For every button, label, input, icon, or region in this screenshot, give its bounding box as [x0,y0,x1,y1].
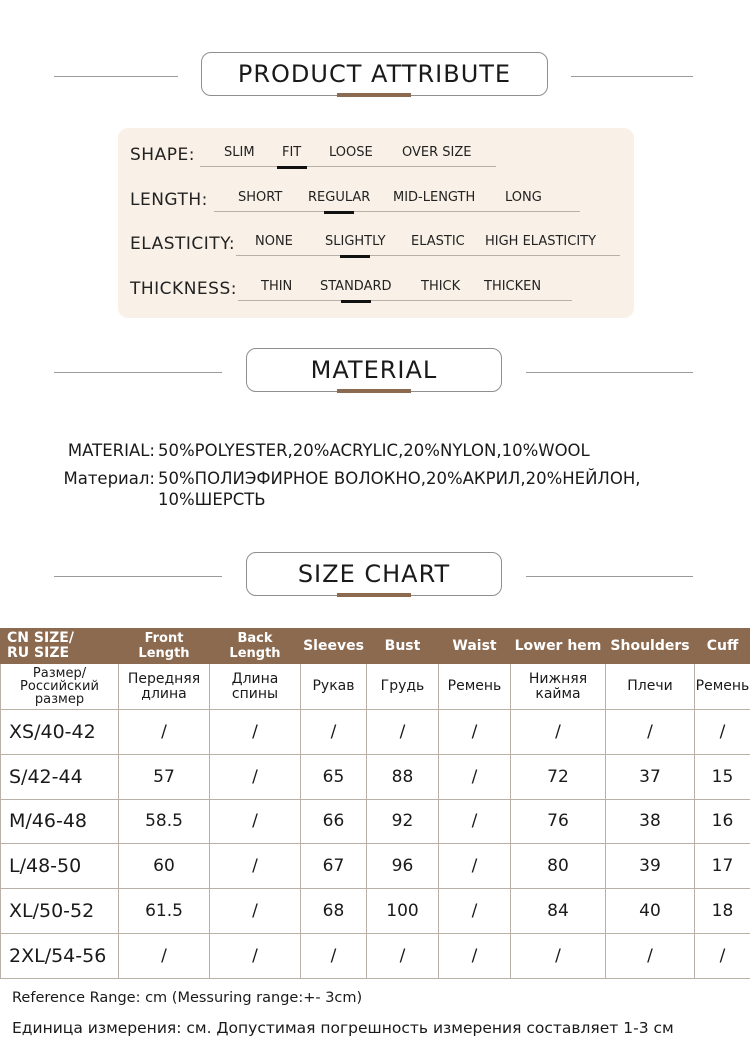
table-row [1,754,750,799]
header-rule-right [526,576,693,577]
header-rule-left [54,372,222,373]
header-accent-bar [337,593,411,597]
measurement-cell: 66 [301,799,367,844]
measurement-cell: 80 [511,844,606,889]
attr-label-length: LENGTH: [130,190,208,210]
col-header-ru-line: длина [141,685,187,702]
attr-label-thickness: THICKNESS: [130,279,237,299]
header-accent-bar [337,389,411,393]
size-header-line2: RU SIZE [7,645,70,661]
attr-option: LONG [505,190,542,205]
size-chart-title: SIZE CHART [246,552,502,596]
attr-underline [238,300,572,301]
measurement-cell: / [695,933,750,978]
attr-option-selected: SLIGHTLY [325,234,386,249]
size-header-ru-line3: размер [34,692,85,707]
col-header-back-length: Back Length [210,629,301,664]
size-header-line1: CN SIZE/ [7,630,74,646]
measurement-cell: / [210,710,301,755]
measurement-cell: / [439,933,511,978]
measurement-cell: 17 [695,844,750,889]
size-cell: 2XL/54-56 [1,933,119,978]
attr-option: THICK [421,279,461,294]
col-header-cuff: Cuff [695,629,750,664]
measurement-cell: 100 [367,889,439,934]
reference-range-ru: Единица измерения: см. Допустимая погрешность измерения составляет 1-3 см [12,1019,674,1037]
attr-underline [200,166,496,167]
table-row [1,889,750,934]
attr-option: THIN [261,279,293,294]
measurement-cell: 15 [695,754,750,799]
col-header-ru-line: Передняя [127,670,201,687]
measurement-cell: / [439,710,511,755]
col-header-front-length: Front Length [119,629,210,664]
measurement-cell: 92 [367,799,439,844]
measurement-cell: / [511,710,606,755]
size-cell: L/48-50 [1,844,119,889]
measurement-cell: / [367,933,439,978]
attr-label-shape: SHAPE: [130,145,195,165]
measurement-cell: 57 [119,754,210,799]
size-col-header [1,629,119,664]
measurement-cell: 96 [367,844,439,889]
col-header-ru: Ремень [439,664,511,710]
attr-row-shape [118,141,634,171]
material-en-value: 50%POLYESTER,20%ACRYLIC,20%NYLON,10%WOOL [158,441,590,460]
size-header-ru-line1: Размер/ [32,666,87,681]
size-cell: S/42-44 [1,754,119,799]
col-header-ru [119,664,210,710]
attr-option: OVER SIZE [402,145,472,160]
measurement-cell: 65 [301,754,367,799]
header-rule-right [526,372,693,373]
measurement-cell: / [439,799,511,844]
measurement-cell: / [511,933,606,978]
measurement-cell: 38 [606,799,695,844]
col-header-ru [511,664,606,710]
measurement-cell: / [210,754,301,799]
attribute-panel [118,128,634,318]
attr-option: SLIM [224,145,255,160]
measurement-cell: / [301,710,367,755]
col-header-shoulders: Shoulders [606,629,695,664]
size-cell: M/46-48 [1,799,119,844]
attr-option: THICKEN [484,279,542,294]
measurement-cell: 60 [119,844,210,889]
material-ru-cont [158,490,266,509]
measurement-cell: 58.5 [119,799,210,844]
measurement-cell: 39 [606,844,695,889]
col-header-ru-line: спины [231,685,279,702]
measurement-cell: 88 [367,754,439,799]
table-row [1,710,750,755]
measurement-cell: 18 [695,889,750,934]
measurement-cell: / [439,844,511,889]
table-row [1,933,750,978]
measurement-cell: / [210,933,301,978]
attr-label-elasticity: ELASTICITY: [130,234,236,254]
measurement-cell: / [439,754,511,799]
col-header-ru: Ремень [695,664,750,710]
measurement-cell: 40 [606,889,695,934]
measurement-cell: 67 [301,844,367,889]
attr-row-elasticity [118,230,634,260]
size-header-ru-line2: Российский [20,679,99,694]
measurement-cell: 76 [511,799,606,844]
attr-option: SHORT [238,190,283,205]
material-title: MATERIAL [246,348,502,392]
table-header-ru [1,664,750,710]
measurement-cell: / [119,933,210,978]
material-ru-value-line2: 10%ШЕРСТЬ [158,490,266,509]
measurement-cell: / [695,710,750,755]
attr-underline [236,255,620,256]
attr-option: HIGH ELASTICITY [485,234,597,249]
attr-option-selected: REGULAR [308,190,371,205]
col-header-ru [210,664,301,710]
size-chart-header [0,552,750,602]
header-accent-bar [337,93,411,97]
measurement-cell: / [606,710,695,755]
table-row [1,799,750,844]
material-ru-value-line1: 50%ПОЛИЭФИРНОЕ ВОЛОКНО,20%АКРИЛ,20%НЕЙЛОН, [158,469,641,488]
attr-option: MID-LENGTH [393,190,476,205]
attr-option: LOOSE [329,145,373,160]
col-header-lower-hem: Lower hem [511,629,606,664]
measurement-cell: 61.5 [119,889,210,934]
measurement-cell: 72 [511,754,606,799]
measurement-cell: 37 [606,754,695,799]
material-en-label: MATERIAL: [67,441,155,460]
size-table [0,628,750,979]
measurement-cell: / [210,889,301,934]
table-header-en [1,629,750,664]
col-header-bust: Bust [367,629,439,664]
attr-option-selected: FIT [282,145,302,160]
measurement-cell: 84 [511,889,606,934]
table-row [1,844,750,889]
measurement-cell: / [367,710,439,755]
material-header [0,348,750,398]
measurement-cell: / [210,799,301,844]
reference-range-en: Reference Range: cm (Messuring range:+- 3cm) [12,990,363,1006]
size-cell: XS/40-42 [1,710,119,755]
header-rule-left [54,76,178,77]
attr-option: NONE [255,234,293,249]
attr-option-selected: STANDARD [320,279,392,294]
attr-option: ELASTIC [411,234,465,249]
size-cell: XL/50-52 [1,889,119,934]
size-col-header-ru [1,664,119,710]
col-header-ru-line: кайма [535,685,581,702]
attr-underline [214,211,580,212]
measurement-cell: / [606,933,695,978]
col-header-ru: Грудь [367,664,439,710]
measurement-cell: 16 [695,799,750,844]
product-attribute-title: PRODUCT ATTRIBUTE [201,52,548,96]
measurement-cell: / [119,710,210,755]
product-attribute-header [0,52,750,102]
attr-row-length [118,186,634,216]
header-rule-right [571,76,693,77]
measurement-cell: / [439,889,511,934]
material-ru-label: Материал: [63,469,155,488]
measurement-cell: / [210,844,301,889]
attr-row-thickness [118,275,634,305]
measurement-cell: 68 [301,889,367,934]
header-rule-left [54,576,222,577]
col-header-ru-line: Длина [231,670,279,687]
col-header-ru: Плечи [606,664,695,710]
col-header-sleeves: Sleeves [301,629,367,664]
measurement-cell: / [301,933,367,978]
col-header-waist: Waist [439,629,511,664]
col-header-ru-line: Нижняя [528,670,588,687]
col-header-ru: Рукав [301,664,367,710]
